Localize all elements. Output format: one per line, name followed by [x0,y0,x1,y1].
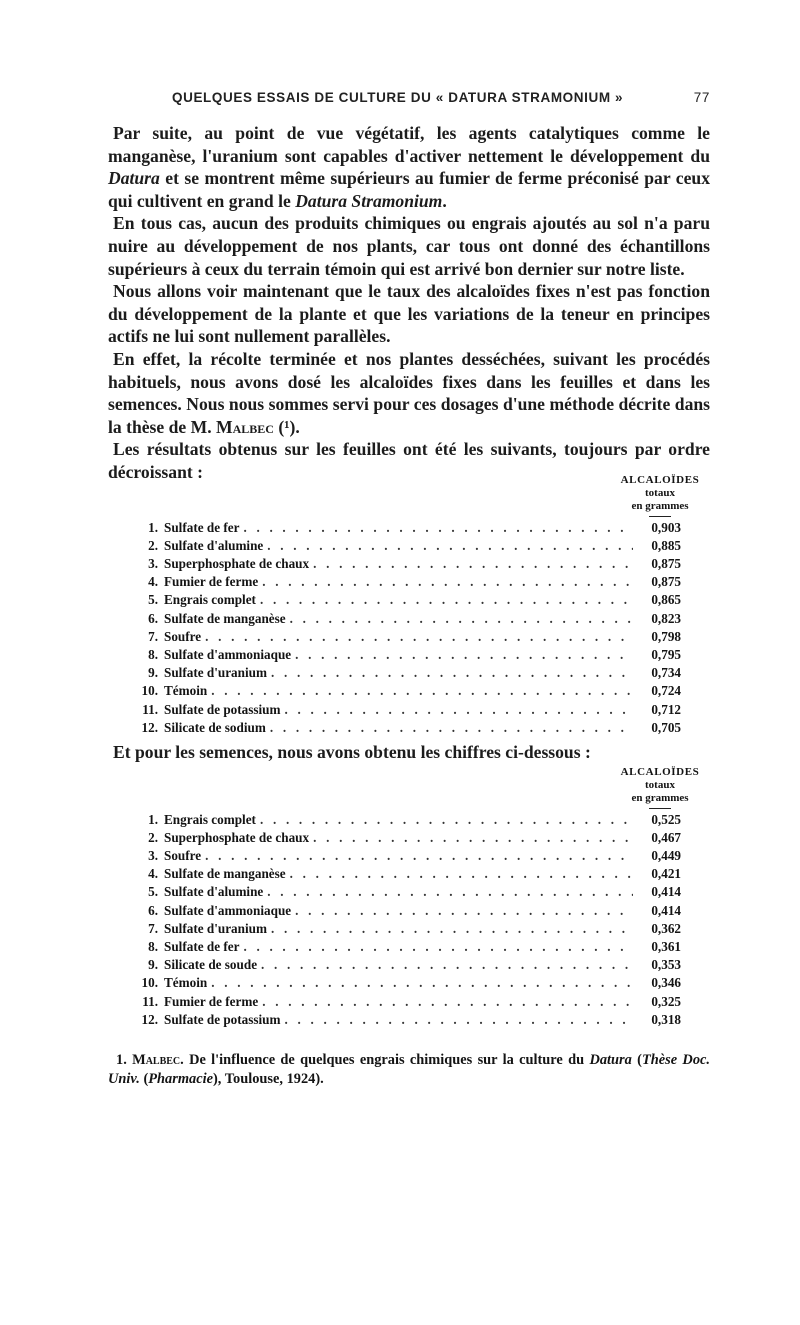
row-number: 5. [148,884,158,900]
column-header-line2: totaux [645,486,675,499]
table-row [136,920,681,938]
leader-dots [285,1011,633,1029]
page [108,84,710,1103]
leader-dots [262,993,633,1011]
row-value: 0,318 [651,1011,681,1027]
row-number: 2. [148,829,158,845]
row-name: Sulfate de potassium [164,1011,281,1027]
column-header-rule [649,516,671,517]
table-row [136,938,681,956]
row-value: 0,865 [651,592,681,608]
leader-dots [271,664,633,682]
running-head [108,84,710,106]
leader-dots [260,591,633,609]
leader-dots [261,956,633,974]
leader-dots [271,920,633,938]
row-value: 0,361 [651,938,681,954]
row-name: Fumier de ferme [164,993,259,1009]
row-name: Sulfate de fer [164,938,240,954]
italic-datura: Datura [108,168,160,189]
row-name: Sulfate d'uranium [164,920,267,936]
row-name: Sulfate d'uranium [164,665,267,681]
table-row [136,555,681,573]
page-number: 77 [693,90,710,105]
table-row [136,537,681,555]
table-row [136,701,681,719]
row-name: Soufre [164,628,202,644]
row-value: 0,525 [651,811,681,827]
table-row [136,682,681,700]
paragraph-method: En effet, la récolte terminée et nos plantes desséchées, suivant les procédés habituels, nous avons dosé les alcaloïdes fixes dans les feuilles et dans les semences. Nous nous sommes servi pour ces dosages d'une méthode décrite dans la thèse de M. Malbec (¹). [108,348,710,437]
leader-dots [260,811,633,829]
row-number: 6. [148,610,158,626]
row-value: 0,346 [651,975,681,991]
row-value: 0,353 [651,957,681,973]
leader-dots [295,646,633,664]
table-row [136,646,681,664]
row-number: 10. [141,683,158,699]
row-name: Sulfate d'alumine [164,537,264,553]
row-name: Sulfate de potassium [164,701,281,717]
row-value: 0,903 [651,519,681,535]
leader-dots [267,537,633,555]
column-header-line1: ALCALOÏDES [620,765,700,778]
row-number: 4. [148,574,158,590]
table-row [136,956,681,974]
table-row [136,883,681,901]
leader-dots [270,719,633,737]
row-value: 0,798 [651,628,681,644]
leader-dots [243,519,633,537]
row-number: 4. [148,866,158,882]
table-row [136,993,681,1011]
leader-dots [295,902,633,920]
leader-dots [290,610,633,628]
leader-dots [205,847,633,865]
row-number: 9. [148,665,158,681]
row-number: 9. [148,957,158,973]
row-number: 3. [148,555,158,571]
row-number: 1. [148,519,158,535]
table-row [136,974,681,992]
column-header-line3: en grammes [631,499,689,512]
footnote-author: Malbec [132,1051,181,1068]
leader-dots [313,555,633,573]
leader-dots [267,883,633,901]
paragraph-no-harm: En tous cas, aucun des produits chimiques ou engrais ajoutés au sol n'a paru nuire au développement de nos plants, car tous ont donné des échantillons supérieurs à ceux du terrain témoin qui est arrivé bon dernier sur notre liste. [108,213,710,279]
row-name: Engrais complet [164,811,256,827]
row-value: 0,362 [651,920,681,936]
row-value: 0,734 [651,665,681,681]
leaves-column-header [610,474,710,517]
table-row [136,847,681,865]
leader-dots [262,573,633,591]
leader-dots [205,628,633,646]
table-row [136,519,681,537]
row-value: 0,325 [651,993,681,1009]
leader-dots [243,938,633,956]
row-name: Sulfate d'ammoniaque [164,646,292,662]
row-value: 0,414 [651,902,681,918]
table-row [136,573,681,591]
row-value: 0,795 [651,646,681,662]
row-value: 0,705 [651,719,681,735]
row-number: 12. [141,719,158,735]
seeds-column-header [610,766,710,809]
row-name: Témoin [164,683,208,699]
row-name: Témoin [164,975,208,991]
paragraph-alkaloid-rate: Nous allons voir maintenant que le taux des alcaloïdes fixes n'est pas fonction du développement de la plante et que les variations de la teneur en principes actifs ne lui sont nullement parallèles. [108,281,710,347]
table-row [136,1011,681,1029]
row-name: Fumier de ferme [164,574,259,590]
row-value: 0,414 [651,884,681,900]
leaves-table [136,519,681,737]
row-name: Sulfate de fer [164,519,240,535]
table-row [136,719,681,737]
row-number: 8. [148,646,158,662]
row-number: 6. [148,902,158,918]
leader-dots [211,974,633,992]
row-value: 0,712 [651,701,681,717]
table-row [136,811,681,829]
row-number: 2. [148,537,158,553]
leader-dots [290,865,633,883]
row-value: 0,467 [651,829,681,845]
seeds-table [136,811,681,1029]
row-name: Engrais complet [164,592,256,608]
row-name: Superphosphate de chaux [164,555,310,571]
row-number: 10. [141,975,158,991]
row-name: Sulfate de manganèse [164,866,286,882]
paragraph-seeds-results: Et pour les semences, nous avons obtenu les chiffres ci-dessous : [113,741,591,762]
column-header-line1: ALCALOÏDES [620,473,700,486]
row-value: 0,724 [651,683,681,699]
table-row [136,610,681,628]
column-header-line2: totaux [645,778,675,791]
row-number: 11. [142,993,158,1009]
row-number: 5. [148,592,158,608]
row-value: 0,421 [651,866,681,882]
leader-dots [285,701,633,719]
row-name: Silicate de soude [164,957,258,973]
row-number: 11. [142,701,158,717]
leader-dots [313,829,633,847]
row-name: Silicate de sodium [164,719,266,735]
column-header-rule [649,808,671,809]
running-head-title: QUELQUES ESSAIS DE CULTURE DU « DATURA STRAMONIUM » [172,90,624,105]
row-name: Sulfate d'alumine [164,884,264,900]
row-value: 0,875 [651,574,681,590]
table-row [136,829,681,847]
row-number: 7. [148,628,158,644]
row-number: 7. [148,920,158,936]
row-number: 1. [148,811,158,827]
row-name: Sulfate d'ammoniaque [164,902,292,918]
italic-datura-stramonium: Datura Stramonium [295,190,443,211]
table-row [136,664,681,682]
row-name: Soufre [164,847,202,863]
paragraph-vegetative: Par suite, au point de vue végétatif, les agents catalytiques comme le manganèse, l'uranium sont capables d'activer nettement le développement du Datura et se montrent même supérieurs au fumier de ferme préconisé par ceux qui cultivent en grand le Datura Stramonium. [108,123,710,211]
row-name: Superphosphate de chaux [164,829,310,845]
paragraph-leaves-results: Les résultats obtenus sur les feuilles ont été les suivants, toujours par ordre décroissant : [108,439,710,482]
row-value: 0,449 [651,847,681,863]
author-malbec: Malbec [216,416,274,437]
table-row [136,628,681,646]
row-number: 12. [141,1011,158,1027]
table-row [136,865,681,883]
table-row [136,902,681,920]
table-row [136,591,681,609]
row-value: 0,823 [651,610,681,626]
row-number: 3. [148,847,158,863]
row-value: 0,885 [651,537,681,553]
row-number: 8. [148,938,158,954]
leader-dots [211,682,633,700]
footnote: 1. Malbec. De l'influence de quelques engrais chimiques sur la culture du Datura (Thèse Doc. Univ. (Pharmacie), Toulouse, 1924). [108,1051,711,1087]
row-name: Sulfate de manganèse [164,610,286,626]
row-value: 0,875 [651,555,681,571]
column-header-line3: en grammes [631,791,689,804]
